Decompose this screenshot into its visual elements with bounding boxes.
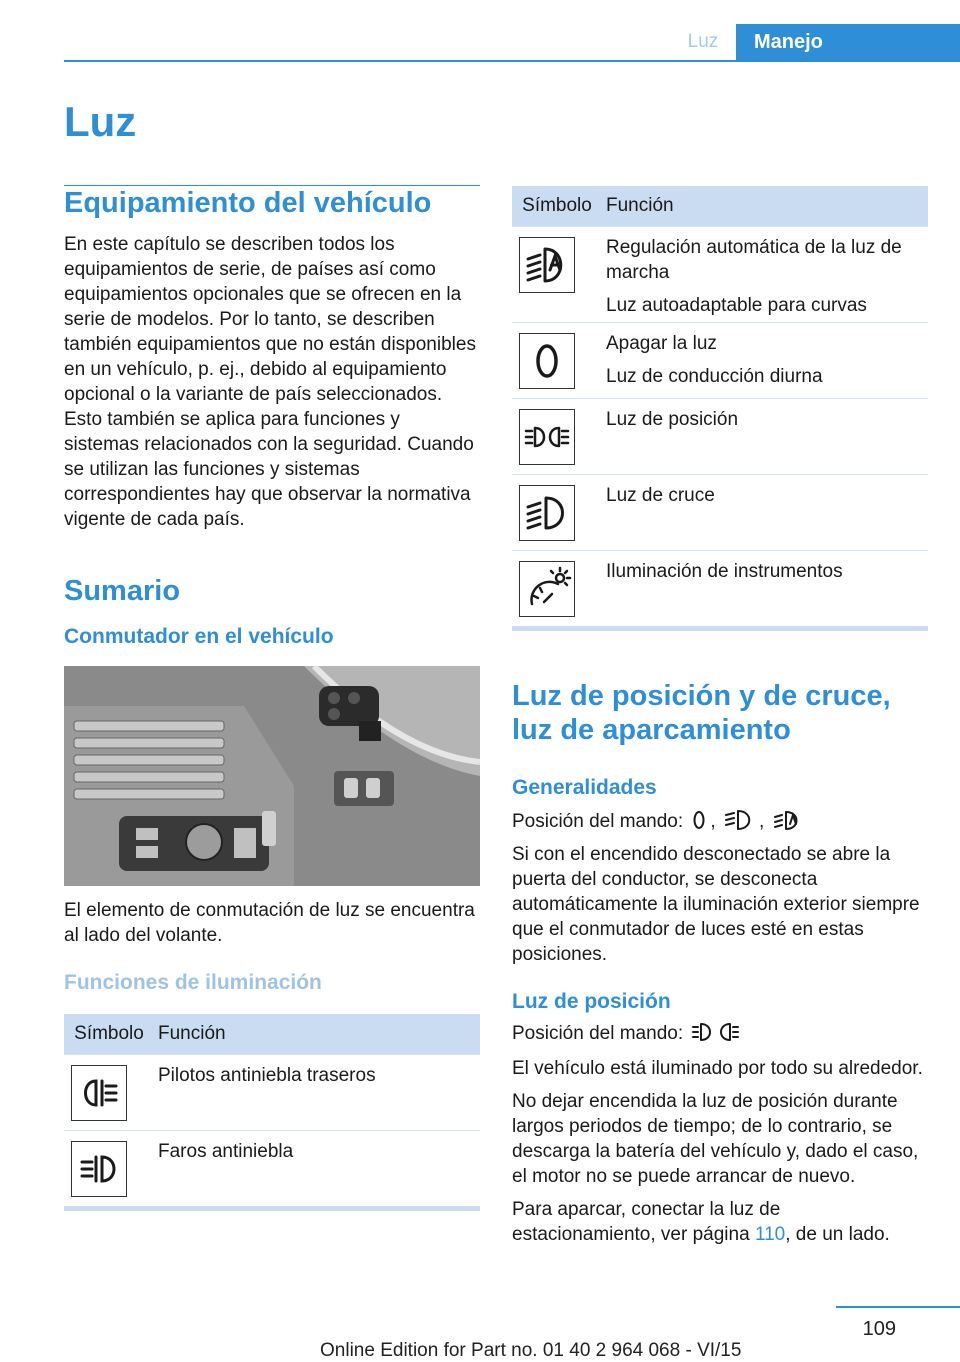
- paragraph-mando-positions: [512, 809, 928, 838]
- heading-conmutador: Conmutador en el vehículo: [64, 625, 334, 648]
- column-header-symbol: Símbolo: [74, 1023, 144, 1044]
- paragraph-equipamiento: En este capítulo se describen todos los equipamientos de serie, de países así como equipamientos opcionales que se ofrecen en la serie de modelos. Por lo tanto, se describen también equipamientos que no están disponibles en un vehículo, p. ej., debido al equipamiento opcional o la variante de país seleccionados. Esto también se aplica para funciones y sistemas relacionados con la seguridad. Cuando se utilizan las funciones y sistemas correspondientes hay que observar la normativa vigente de cada país.: [64, 234, 476, 530]
- separator: ,: [758, 811, 765, 832]
- header-section: Manejo: [736, 24, 960, 62]
- paragraph-no-dejar: No dejar encendida la luz de posición durante largos periodos de tiempo; de lo contrario, se descarga la batería del vehículo y, dado el caso, el motor no se puede arrancar de nuevo.: [512, 1091, 919, 1187]
- right-column: [512, 186, 928, 1247]
- function-text: Luz de conducción diurna: [606, 366, 823, 387]
- table-header: [512, 186, 928, 226]
- aparcar-text-end: , de un lado.: [785, 1224, 890, 1245]
- heading-sumario: Sumario: [64, 575, 181, 607]
- light-switch-photo: [64, 666, 480, 886]
- heading-generalidades: Generalidades: [512, 776, 657, 799]
- page-number: 109: [862, 1318, 896, 1340]
- page-title: Luz: [64, 98, 137, 145]
- column-header-function: Función: [606, 195, 674, 216]
- low-beam-icon: [725, 809, 755, 838]
- function-text: Luz de cruce: [606, 485, 715, 506]
- table-row: [64, 1054, 480, 1130]
- footer-note: Online Edition for Part no. 01 40 2 964 068 - VI/15: [320, 1340, 742, 1361]
- light-functions-table: [512, 186, 928, 631]
- front-fog-light-icon: [71, 1141, 127, 1197]
- function-text: Regulación automática de la luz de marcha: [606, 237, 902, 283]
- paragraph-aparcar: [512, 1197, 928, 1247]
- column-header-symbol: Símbolo: [522, 195, 592, 216]
- header-rule: [64, 60, 960, 62]
- paragraph-conmutador: El elemento de conmutación de luz se encuentra al lado del volante.: [64, 900, 475, 946]
- parking-light-icon: [692, 1021, 740, 1050]
- heading-equipamiento: Equipamiento del vehículo: [64, 187, 432, 219]
- table-row: [64, 1130, 480, 1206]
- table-row: [512, 322, 928, 398]
- auto-light-icon: [519, 237, 575, 293]
- table-row: [512, 474, 928, 550]
- left-column: [64, 186, 480, 1211]
- auto-light-icon: [774, 809, 804, 838]
- table-row: [512, 398, 928, 474]
- rear-fog-light-icon: [71, 1065, 127, 1121]
- heading-funciones: Funciones de iluminación: [64, 971, 322, 994]
- mando-label: Posición del mando:: [512, 1023, 684, 1044]
- function-text: Faros antiniebla: [158, 1141, 294, 1162]
- function-text: Pilotos antiniebla traseros: [158, 1065, 376, 1086]
- table-header: [64, 1014, 480, 1054]
- function-text: Luz de posición: [606, 409, 739, 430]
- low-beam-icon: [519, 485, 575, 541]
- aparcar-text: Para aparcar, conectar la luz de estacionamiento, ver página: [512, 1199, 781, 1245]
- light-off-icon: [519, 333, 575, 389]
- mando-label: Posición del mando:: [512, 811, 684, 832]
- parking-light-icon: [519, 409, 575, 465]
- paragraph-iluminado: El vehículo está iluminado por todo su alrededor.: [512, 1058, 923, 1079]
- fog-lights-table: [64, 1014, 480, 1211]
- table-row: [512, 226, 928, 322]
- table-row: [512, 550, 928, 626]
- paragraph-mando-posicion: [512, 1021, 928, 1050]
- header-chapter: Luz: [687, 31, 719, 52]
- heading-posicion-cruce: Luz de posición y de cruce, luz de aparcamiento: [512, 680, 891, 746]
- heading-luz-posicion: Luz de posición: [512, 990, 671, 1013]
- column-header-function: Función: [158, 1023, 226, 1044]
- function-text: Luz autoadaptable para curvas: [606, 295, 867, 316]
- page-reference-link[interactable]: 110: [754, 1224, 786, 1245]
- paragraph-generalidades: Si con el encendido desconectado se abre la puerta del conductor, se desconecta automáticamente la iluminación exterior siempre que el conmutador de luces esté en estas posiciones.: [512, 844, 920, 965]
- separator: ,: [710, 811, 716, 832]
- function-text: Iluminación de instrumentos: [606, 561, 843, 582]
- light-off-icon: [692, 809, 706, 838]
- instrument-lighting-icon: [519, 561, 575, 617]
- function-text: Apagar la luz: [606, 333, 717, 354]
- footer-rule: [836, 1306, 960, 1308]
